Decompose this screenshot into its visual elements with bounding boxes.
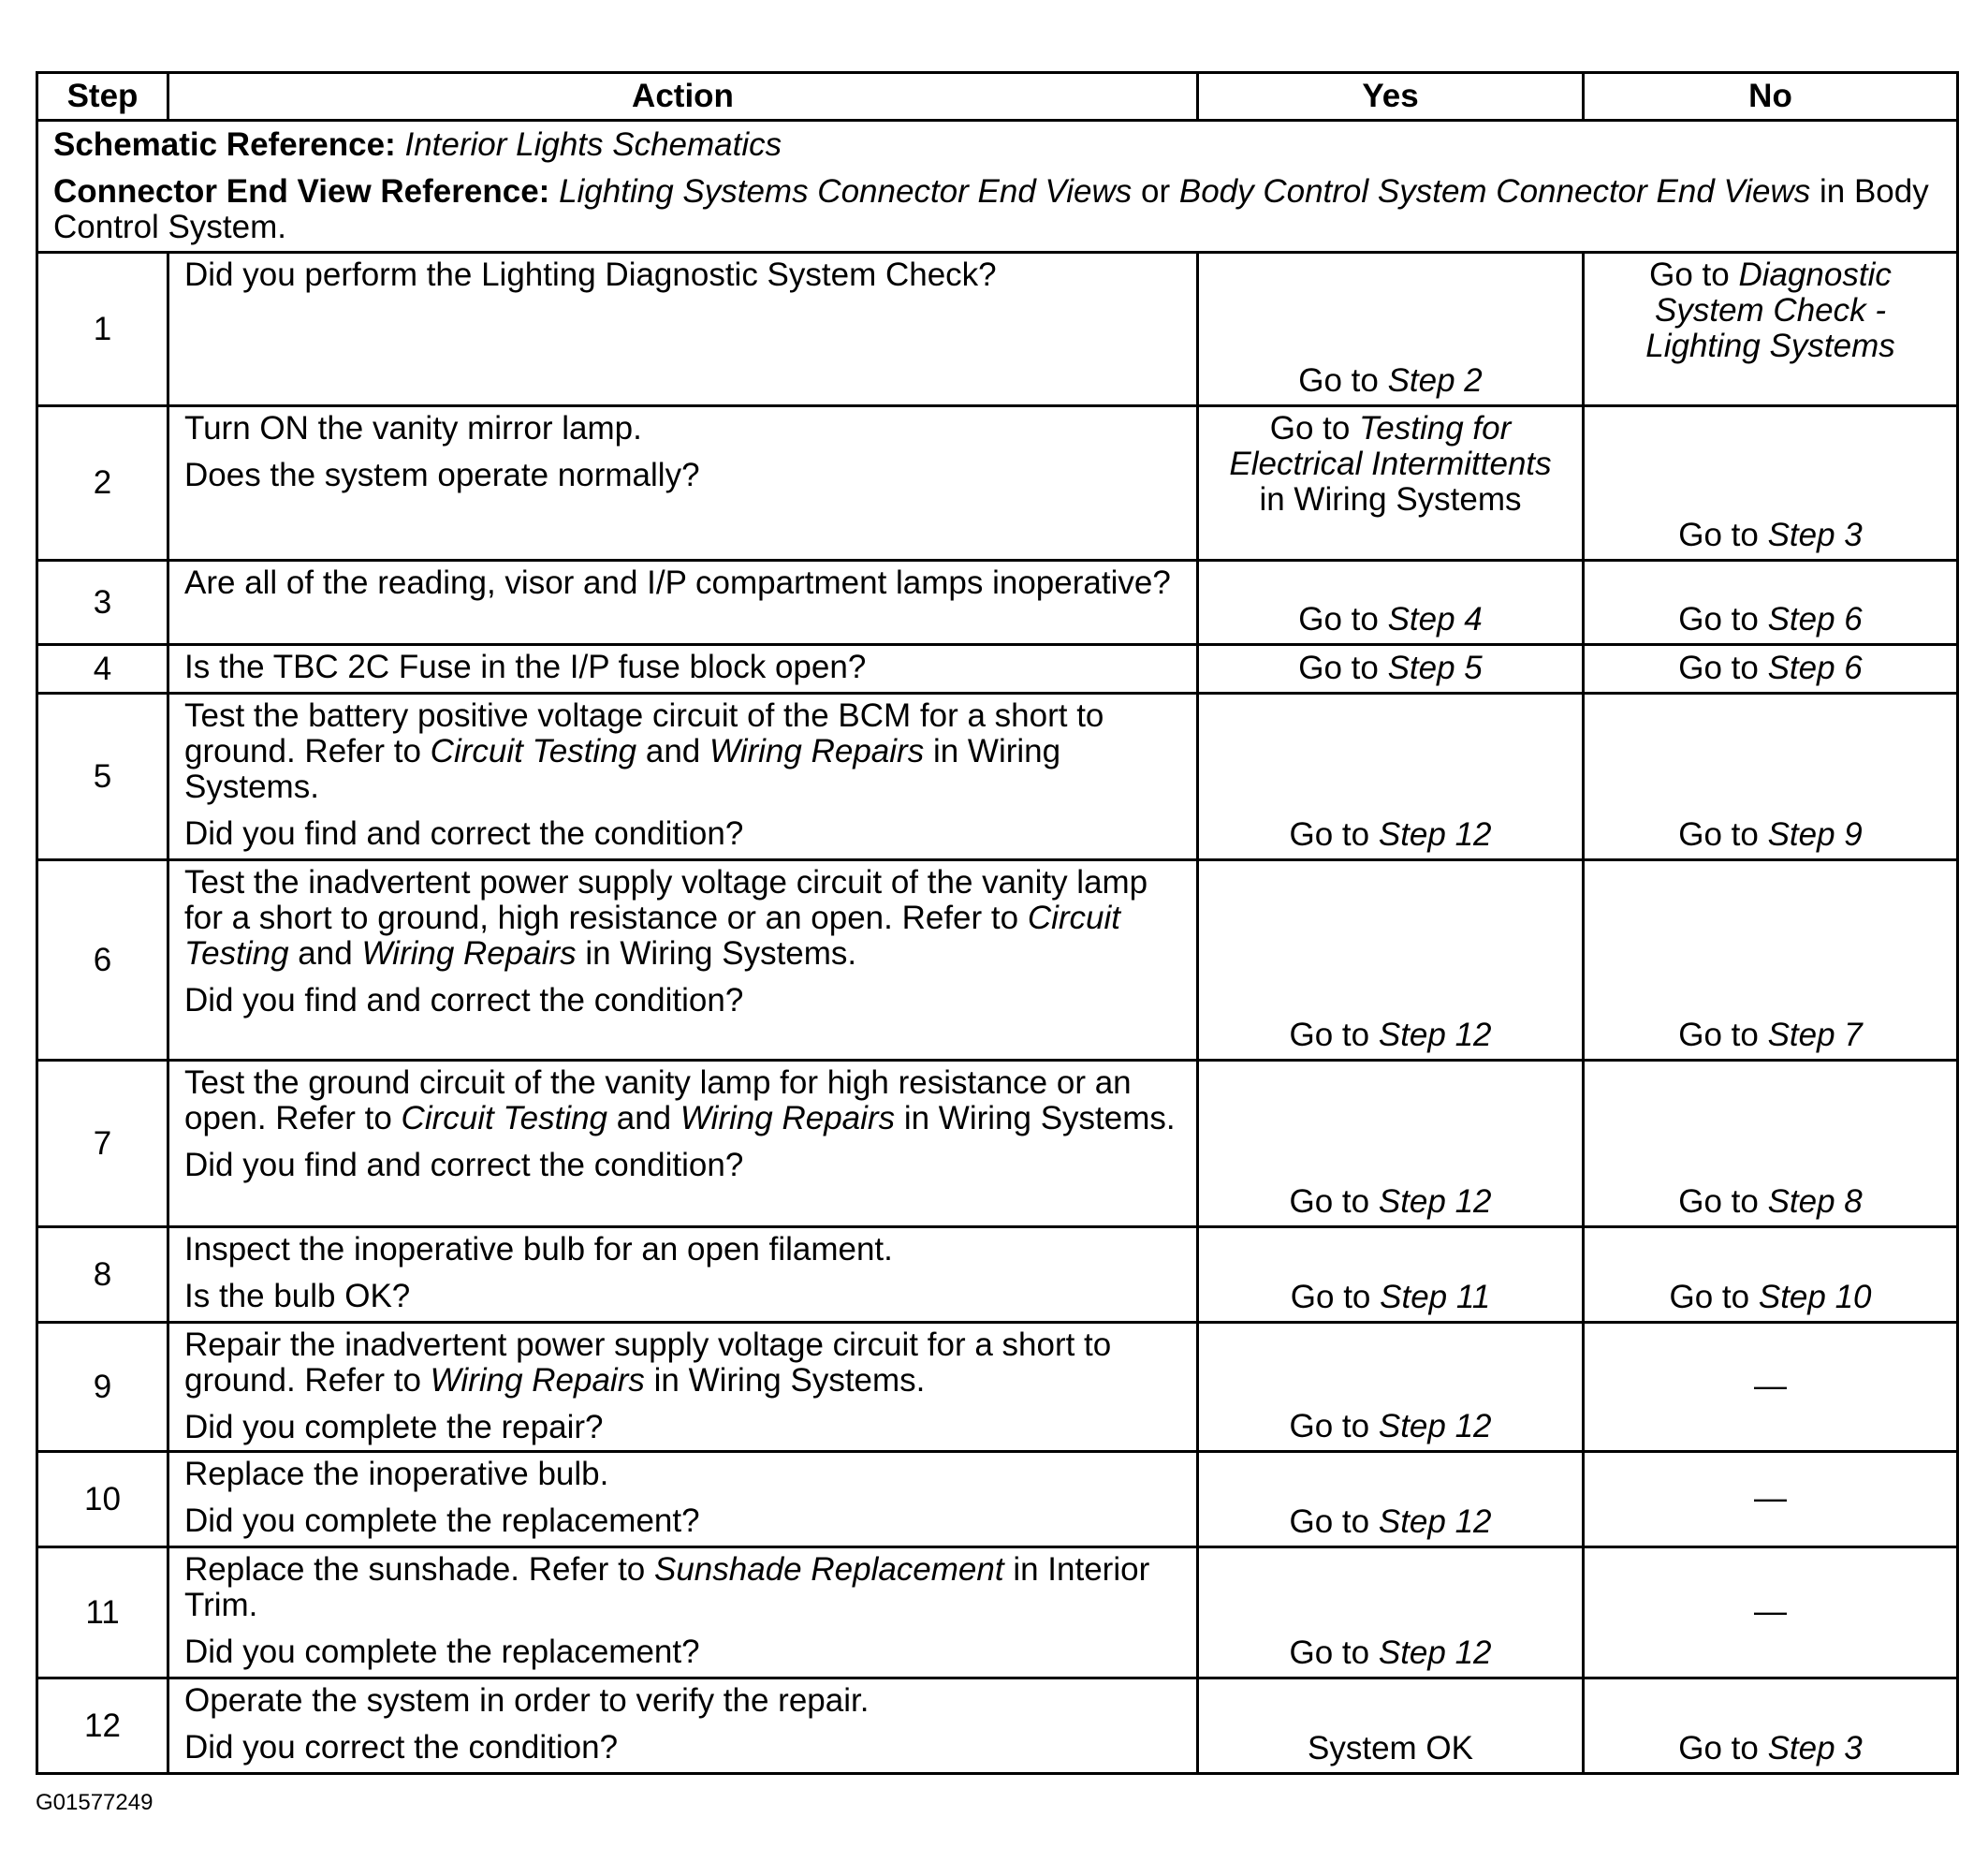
table-row bbox=[37, 1227, 1958, 1323]
action-text: Replace the sunshade. Refer to bbox=[184, 1551, 646, 1588]
connector-reference-link-1[interactable]: Lighting Systems Connector End Views bbox=[559, 173, 1133, 210]
action-text: and bbox=[298, 935, 353, 972]
diagnostic-table bbox=[36, 71, 1959, 1775]
step-number: 2 bbox=[37, 406, 168, 561]
yes-cell bbox=[1198, 561, 1584, 645]
action-question: Did you find and correct the condition? bbox=[184, 982, 744, 1019]
yes-link[interactable]: Step 12 bbox=[1378, 1017, 1492, 1053]
yes-prefix: Go to bbox=[1298, 601, 1379, 638]
yes-prefix: Go to bbox=[1289, 1408, 1370, 1444]
no-link[interactable]: Step 6 bbox=[1767, 601, 1863, 638]
schematic-reference-link[interactable]: Interior Lights Schematics bbox=[404, 126, 782, 163]
action-question: Did you complete the replacement? bbox=[184, 1634, 700, 1670]
step-number: 11 bbox=[37, 1547, 168, 1678]
no-link[interactable]: Step 8 bbox=[1767, 1183, 1863, 1220]
yes-cell bbox=[1198, 1323, 1584, 1452]
yes-cell bbox=[1198, 406, 1584, 561]
figure-id: G01577249 bbox=[36, 1790, 153, 1815]
step-number: 6 bbox=[37, 860, 168, 1061]
yes-prefix: Go to bbox=[1289, 1183, 1370, 1220]
yes-link[interactable]: Step 11 bbox=[1380, 1279, 1491, 1315]
yes-cell: System OK bbox=[1198, 1678, 1584, 1774]
action-question: Are all of the reading, visor and I/P compartment lamps inoperative? bbox=[184, 564, 1171, 601]
no-prefix: Go to bbox=[1669, 1279, 1750, 1315]
yes-link[interactable]: Step 12 bbox=[1378, 1634, 1492, 1671]
no-cell bbox=[1584, 253, 1958, 406]
yes-link[interactable]: Step 12 bbox=[1378, 1183, 1492, 1220]
header-no: No bbox=[1584, 73, 1958, 121]
table-row bbox=[37, 1061, 1958, 1227]
action-link[interactable]: Sunshade Replacement bbox=[654, 1551, 1004, 1588]
yes-prefix: Go to bbox=[1298, 650, 1379, 686]
action-cell bbox=[168, 860, 1198, 1061]
yes-link[interactable]: Step 2 bbox=[1387, 362, 1483, 399]
yes-cell bbox=[1198, 860, 1584, 1061]
action-instruction bbox=[184, 1327, 1181, 1399]
yes-link[interactable]: Testing for Electrical Intermittents bbox=[1229, 410, 1552, 482]
no-cell bbox=[1584, 694, 1958, 860]
yes-cell bbox=[1198, 1547, 1584, 1678]
action-question: Did you complete the repair? bbox=[184, 1409, 604, 1445]
action-question: Did you perform the Lighting Diagnostic System Check? bbox=[184, 256, 997, 293]
header-yes: Yes bbox=[1198, 73, 1584, 121]
action-instruction: Operate the system in order to verify the repair. bbox=[184, 1682, 870, 1719]
schematic-reference-label: Schematic Reference: bbox=[53, 126, 396, 163]
step-number: 8 bbox=[37, 1227, 168, 1323]
no-prefix: Go to bbox=[1678, 517, 1759, 553]
action-text: in Interior Trim. bbox=[184, 1551, 1150, 1623]
no-prefix: Go to bbox=[1678, 601, 1759, 638]
action-text: Test the battery positive voltage circuit of the BCM for a short to ground. Refer to bbox=[184, 697, 1104, 769]
table-row bbox=[37, 561, 1958, 645]
action-cell bbox=[168, 561, 1198, 645]
table-header-row bbox=[37, 73, 1958, 121]
yes-prefix: Go to bbox=[1298, 362, 1379, 399]
action-question: Is the bulb OK? bbox=[184, 1278, 411, 1314]
action-link[interactable]: Wiring Repairs bbox=[430, 1362, 645, 1399]
no-prefix: Go to bbox=[1678, 650, 1759, 686]
yes-link[interactable]: Step 12 bbox=[1378, 1408, 1492, 1444]
no-cell bbox=[1584, 1061, 1958, 1227]
reference-cell bbox=[37, 121, 1958, 253]
action-cell bbox=[168, 1678, 1198, 1774]
action-text: in Wiring Systems. bbox=[903, 1100, 1176, 1136]
action-question: Did you correct the condition? bbox=[184, 1729, 619, 1766]
yes-cell bbox=[1198, 1061, 1584, 1227]
no-prefix: Go to bbox=[1678, 1183, 1759, 1220]
action-cell bbox=[168, 1227, 1198, 1323]
action-text: in Wiring Systems. bbox=[585, 935, 857, 972]
yes-prefix: Go to bbox=[1289, 816, 1370, 853]
table-row bbox=[37, 645, 1958, 694]
action-link[interactable]: Wiring Repairs bbox=[709, 733, 925, 769]
action-text: in Wiring Systems. bbox=[653, 1362, 926, 1399]
action-question: Does the system operate normally? bbox=[184, 457, 700, 493]
step-number: 9 bbox=[37, 1323, 168, 1452]
step-number: 10 bbox=[37, 1452, 168, 1547]
action-text: Test the ground circuit of the vanity lamp for high resistance or an open. Refer to bbox=[184, 1064, 1132, 1136]
no-prefix: Go to bbox=[1678, 1730, 1759, 1766]
action-cell bbox=[168, 406, 1198, 561]
action-instruction bbox=[184, 1065, 1181, 1136]
table-row bbox=[37, 694, 1958, 860]
connector-reference bbox=[53, 174, 1941, 245]
table-row bbox=[37, 253, 1958, 406]
action-instruction: Inspect the inoperative bulb for an open filament. bbox=[184, 1231, 893, 1268]
no-prefix: Go to bbox=[1649, 256, 1730, 293]
action-text: Repair the inadvertent power supply voltage circuit for a short to ground. Refer to bbox=[184, 1326, 1112, 1399]
no-prefix: Go to bbox=[1678, 816, 1759, 853]
yes-link[interactable]: Step 12 bbox=[1378, 1503, 1492, 1540]
yes-prefix: Go to bbox=[1269, 410, 1351, 447]
table-row bbox=[37, 1452, 1958, 1547]
action-text: and bbox=[616, 1100, 672, 1136]
action-question: Did you find and correct the condition? bbox=[184, 815, 744, 852]
no-cell: — bbox=[1584, 1323, 1958, 1452]
no-link[interactable]: Step 10 bbox=[1758, 1279, 1872, 1315]
action-link[interactable]: Circuit Testing bbox=[430, 733, 637, 769]
yes-cell bbox=[1198, 694, 1584, 860]
schematic-reference bbox=[53, 127, 1941, 163]
header-step: Step bbox=[37, 73, 168, 121]
table-row bbox=[37, 406, 1958, 561]
yes-suffix: in Wiring Systems bbox=[1259, 481, 1522, 518]
yes-link[interactable]: Step 5 bbox=[1387, 650, 1483, 686]
no-cell: — bbox=[1584, 1452, 1958, 1547]
table-row bbox=[37, 1323, 1958, 1452]
action-instruction: Replace the inoperative bulb. bbox=[184, 1456, 609, 1492]
yes-prefix: Go to bbox=[1290, 1279, 1371, 1315]
action-text: Test the inadvertent power supply voltage circuit of the vanity lamp for a short to ground, high resistance or an open. Refer to bbox=[184, 864, 1148, 936]
table-row bbox=[37, 1678, 1958, 1774]
no-link[interactable]: Step 3 bbox=[1767, 517, 1863, 553]
action-cell bbox=[168, 1452, 1198, 1547]
connector-reference-label: Connector End View Reference: bbox=[53, 173, 550, 210]
no-link[interactable]: Step 6 bbox=[1767, 650, 1863, 686]
step-number: 1 bbox=[37, 253, 168, 406]
no-cell bbox=[1584, 1678, 1958, 1774]
action-instruction bbox=[184, 865, 1181, 972]
no-link[interactable]: Step 7 bbox=[1767, 1017, 1863, 1053]
yes-link[interactable]: Step 4 bbox=[1387, 601, 1483, 638]
yes-cell bbox=[1198, 1227, 1584, 1323]
reference-row bbox=[37, 121, 1958, 253]
no-cell bbox=[1584, 860, 1958, 1061]
no-cell bbox=[1584, 645, 1958, 694]
no-prefix: Go to bbox=[1678, 1017, 1759, 1053]
action-link[interactable]: Circuit Testing bbox=[184, 900, 1121, 972]
no-cell bbox=[1584, 1227, 1958, 1323]
action-link[interactable]: Circuit Testing bbox=[401, 1100, 608, 1136]
yes-prefix: Go to bbox=[1289, 1634, 1370, 1671]
action-link[interactable]: Wiring Repairs bbox=[361, 935, 577, 972]
step-number: 5 bbox=[37, 694, 168, 860]
yes-prefix: Go to bbox=[1289, 1017, 1370, 1053]
step-number: 12 bbox=[37, 1678, 168, 1774]
yes-cell bbox=[1198, 253, 1584, 406]
no-cell bbox=[1584, 406, 1958, 561]
action-question: Did you find and correct the condition? bbox=[184, 1147, 744, 1183]
action-text: in Wiring Systems. bbox=[184, 733, 1061, 805]
action-question: Did you complete the replacement? bbox=[184, 1502, 700, 1539]
yes-prefix: Go to bbox=[1289, 1503, 1370, 1540]
step-number: 3 bbox=[37, 561, 168, 645]
action-instruction bbox=[184, 1552, 1181, 1623]
table-row bbox=[37, 1547, 1958, 1678]
connector-reference-or: or bbox=[1140, 173, 1171, 210]
action-cell bbox=[168, 253, 1198, 406]
action-link[interactable]: Wiring Repairs bbox=[680, 1100, 896, 1136]
step-number: 7 bbox=[37, 1061, 168, 1227]
table-row bbox=[37, 860, 1958, 1061]
no-link[interactable]: Diagnostic System Check - Lighting Systems bbox=[1645, 256, 1895, 364]
step-number: 4 bbox=[37, 645, 168, 694]
action-cell bbox=[168, 694, 1198, 860]
no-link[interactable]: Step 9 bbox=[1767, 816, 1863, 853]
action-text: and bbox=[645, 733, 701, 769]
action-cell bbox=[168, 1061, 1198, 1227]
action-cell bbox=[168, 645, 1198, 694]
yes-link[interactable]: Step 12 bbox=[1378, 816, 1492, 853]
action-instruction bbox=[184, 698, 1181, 805]
yes-cell bbox=[1198, 1452, 1584, 1547]
yes-cell bbox=[1198, 645, 1584, 694]
connector-reference-link-2[interactable]: Body Control System Connector End Views bbox=[1178, 173, 1811, 210]
no-link[interactable]: Step 3 bbox=[1767, 1730, 1863, 1766]
no-cell bbox=[1584, 561, 1958, 645]
header-action: Action bbox=[168, 73, 1198, 121]
action-question: Is the TBC 2C Fuse in the I/P fuse block open? bbox=[184, 649, 867, 685]
action-instruction: Turn ON the vanity mirror lamp. bbox=[184, 410, 642, 447]
connector-reference-tail: in Body Control System. bbox=[53, 173, 1929, 245]
no-cell: — bbox=[1584, 1547, 1958, 1678]
action-cell bbox=[168, 1323, 1198, 1452]
action-cell bbox=[168, 1547, 1198, 1678]
